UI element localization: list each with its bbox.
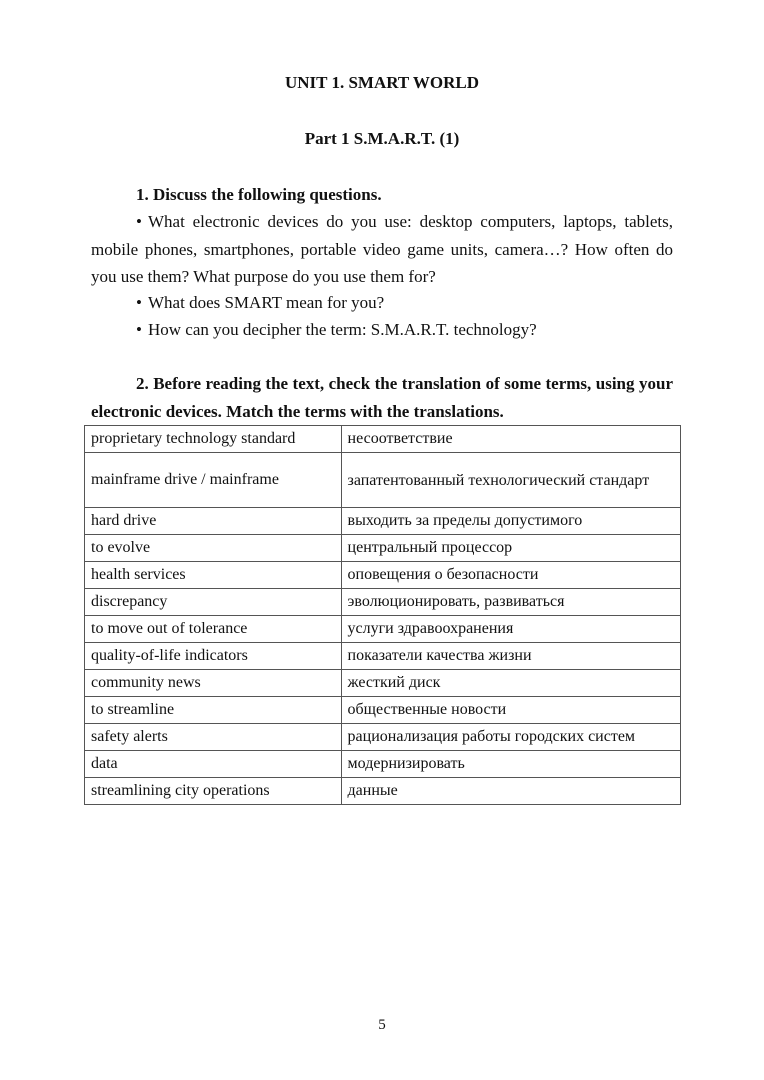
term-cell: streamlining city operations — [85, 778, 342, 805]
term-cell: health services — [85, 562, 342, 589]
term-cell: hard drive — [85, 508, 342, 535]
translation-cell: несоответствие — [341, 426, 680, 453]
task2-heading: 2. Before reading the text, check the translation of some terms, using your electronic devices. Match the terms with the translations. — [91, 374, 673, 421]
translation-cell: эволюционировать, развиваться — [341, 589, 680, 616]
bullet-icon: • — [136, 293, 142, 312]
translation-cell: услуги здравоохранения — [341, 616, 680, 643]
term-cell: mainframe drive / mainframe — [85, 453, 342, 508]
page-number: 5 — [378, 1017, 386, 1033]
table-row — [85, 616, 681, 643]
question-text: What electronic devices do you use: desktop computers, laptops, tablets, mobile phones, smartphones, portable video game units, camera…? How often do you use them? What purpose do you use them for? — [91, 212, 673, 286]
table-row — [85, 778, 681, 805]
translation-cell: запатентованный технологический стандарт — [341, 453, 680, 508]
table-row — [85, 751, 681, 778]
table-row — [85, 535, 681, 562]
table-row — [85, 643, 681, 670]
table-row — [85, 697, 681, 724]
table-row — [85, 670, 681, 697]
bullet-icon: • — [136, 320, 142, 339]
term-cell: data — [85, 751, 342, 778]
translation-cell: центральный процессор — [341, 535, 680, 562]
part-title: Part 1 S.M.A.R.T. (1) — [304, 129, 460, 148]
translation-cell: общественные новости — [341, 697, 680, 724]
question-item — [91, 316, 673, 344]
table-row — [85, 426, 681, 453]
term-cell: to streamline — [85, 697, 342, 724]
term-cell: proprietary technology standard — [85, 426, 342, 453]
question-text: How can you decipher the term: S.M.A.R.T. technology? — [148, 320, 537, 339]
translation-cell: выходить за пределы допустимого — [341, 508, 680, 535]
translation-cell: оповещения о безопасности — [341, 562, 680, 589]
table-row — [85, 453, 681, 508]
task1-heading: 1. Discuss the following questions. — [136, 185, 382, 204]
unit-title: UNIT 1. SMART WORLD — [285, 73, 479, 92]
term-cell: safety alerts — [85, 724, 342, 751]
term-cell: community news — [85, 670, 342, 697]
translation-cell: жесткий диск — [341, 670, 680, 697]
translation-cell: показатели качества жизни — [341, 643, 680, 670]
table-row — [85, 589, 681, 616]
question-item — [91, 208, 673, 291]
term-cell: quality-of-life indicators — [85, 643, 342, 670]
term-cell: discrepancy — [85, 589, 342, 616]
terms-translation-table — [84, 425, 681, 805]
term-cell: to evolve — [85, 535, 342, 562]
translation-cell: модернизировать — [341, 751, 680, 778]
table-row — [85, 562, 681, 589]
translation-cell: данные — [341, 778, 680, 805]
term-cell: to move out of tolerance — [85, 616, 342, 643]
translation-cell: рационализация работы городских систем — [341, 724, 680, 751]
bullet-icon: • — [136, 212, 142, 231]
question-text: What does SMART mean for you? — [148, 293, 385, 312]
question-item — [91, 289, 673, 317]
table-row — [85, 724, 681, 751]
table-row — [85, 508, 681, 535]
